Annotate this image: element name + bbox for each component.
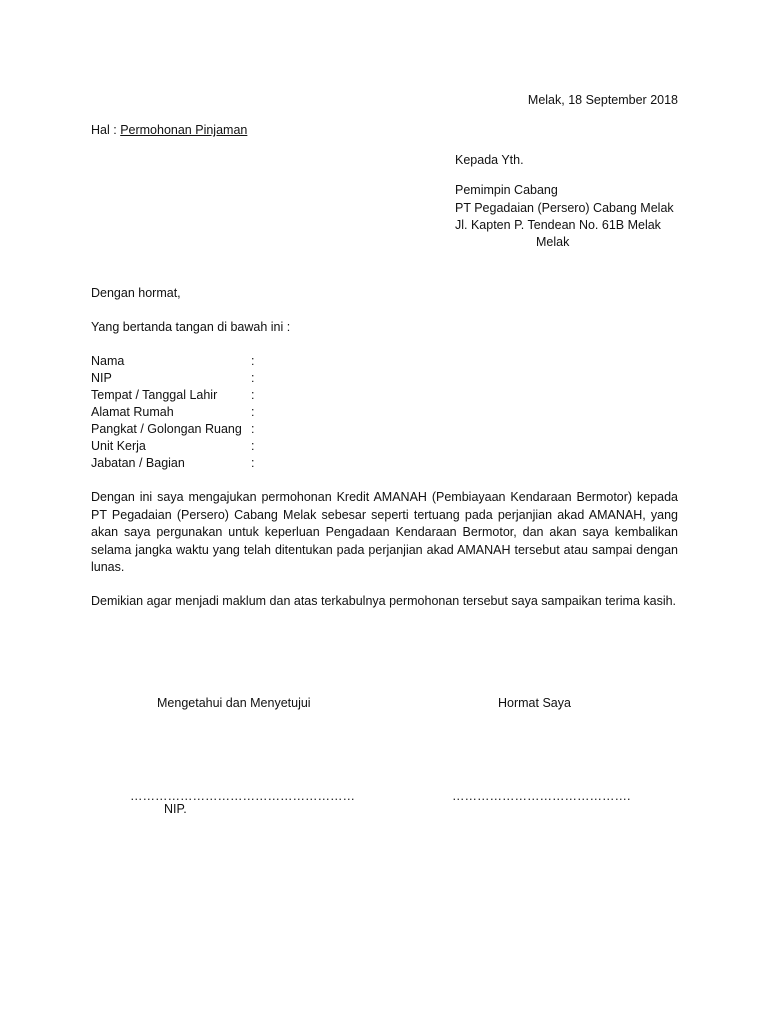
field-colon: : [251,422,255,436]
recipient-company: PT Pegadaian (Persero) Cabang Melak [455,200,674,215]
field-row [91,438,261,455]
recipient-name: Pemimpin Cabang [455,183,558,198]
body-paragraph-closing: Demikian agar menjadi maklum dan atas terkabulnya permohonan tersebut saya sampaikan terima kasih. [91,594,677,608]
field-row [91,455,261,472]
signature-applicant-line: ……………………………………. [452,789,631,803]
recipient-address: Jl. Kapten P. Tendean No. 61B Melak [455,217,661,232]
letter-subject-line [91,122,247,138]
letter-date: Melak, 18 September 2018 [527,93,678,107]
body-paragraph-request: Dengan ini saya mengajukan permohonan Kredit AMANAH (Pembiayaan Kendaraan Bermotor) kepada PT Pegadaian (Persero) Cabang Melak sebesar seperti tertuang pada perjanjian akad AMANAH, yang akan saya pergunakan untuk keperluan Pengadaan Kendaraan Bermotor, dan akan saya kembalikan selama jangka waktu yang telah ditentukan pada perjanjian akad AMANAH tersebut atau sampai dengan lunas. [91,490,678,574]
field-row [91,370,261,387]
field-colon: : [251,439,255,453]
field-colon: : [251,405,255,419]
field-colon: : [251,456,255,470]
field-row [91,353,261,370]
approver-nip-label: NIP. [164,802,187,816]
field-label: Alamat Rumah [91,405,174,419]
subject-label: Hal : [91,123,121,137]
field-label: NIP [91,371,112,385]
recipient-greeting: Kepada Yth. [455,153,524,167]
field-colon: : [251,354,255,368]
signature-approver-line: ……………………………………………… [130,789,355,803]
field-label: Pangkat / Golongan Ruang [91,422,242,436]
salutation: Dengan hormat, [91,286,181,300]
intro-text: Yang bertanda tangan di bawah ini : [91,320,291,334]
recipient-block [455,152,674,251]
field-label: Unit Kerja [91,439,146,453]
field-colon: : [251,388,255,402]
field-label: Nama [91,354,125,368]
subject-text: Permohonan Pinjaman [120,123,248,137]
signature-applicant-title: Hormat Saya [498,696,571,710]
field-row [91,404,261,421]
field-row [91,421,261,438]
recipient-city: Melak [536,235,570,250]
applicant-fields [91,353,261,472]
recipient-spacer [455,169,674,182]
field-row [91,387,261,404]
field-label: Tempat / Tanggal Lahir [91,388,218,402]
signature-approver-title: Mengetahui dan Menyetujui [157,696,311,710]
field-colon: : [251,371,255,385]
field-label: Jabatan / Bagian [91,456,185,470]
